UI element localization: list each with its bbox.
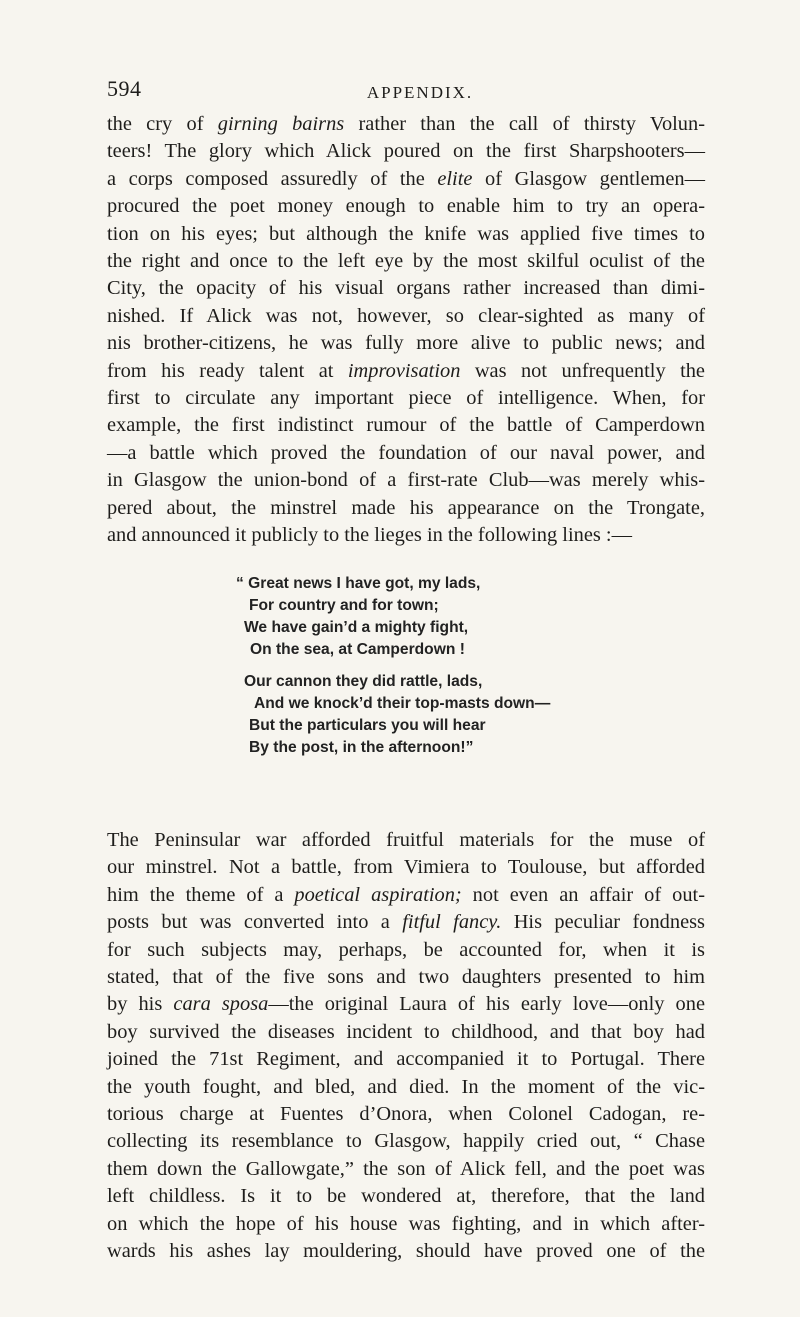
text-run: him the theme of a <box>107 883 295 906</box>
text-run: —a battle which proved the foundation of our naval power, and <box>107 441 705 464</box>
text-line <box>107 1074 705 1101</box>
text-run: not even an affair of out- <box>461 883 705 906</box>
text-run: on which the hope of his house was fighting, and in which after- <box>107 1212 705 1235</box>
poem-line: By the post, in the afternoon!” <box>249 739 474 756</box>
text-line <box>107 1019 705 1046</box>
running-head: APPENDIX. <box>366 83 474 102</box>
text-line <box>107 1128 705 1155</box>
text-line <box>107 937 705 964</box>
text-run: and announced it publicly to the lieges in the following lines :— <box>107 524 632 547</box>
text-line <box>107 138 705 165</box>
text-line <box>107 495 705 522</box>
poem-line: But the particulars you will hear <box>249 717 486 734</box>
text-line <box>107 909 705 936</box>
poem-line: “ Great news I have got, my lads, <box>236 575 481 592</box>
poem-line: And we knock’d their top-masts down— <box>254 695 551 712</box>
text-run: by his <box>107 993 174 1016</box>
text-run: them down the Gallowgate,” the son of Alick fell, and the poet was <box>107 1157 705 1180</box>
text-run: His peculiar fondness <box>501 911 705 934</box>
poem <box>0 573 800 769</box>
text-line <box>107 330 705 357</box>
text-run: stated, that of the five sons and two daughters presented to him <box>107 966 705 989</box>
text-line <box>107 221 705 248</box>
text-run: torious charge at Fuentes d’Onora, when Colonel Cadogan, re- <box>107 1103 705 1126</box>
text-line <box>107 991 705 1018</box>
paragraph-2 <box>107 827 705 1266</box>
text-run: the cry of <box>107 113 218 135</box>
text-run: teers! The glory which Alick poured on the first Sharpshooters— <box>107 140 705 163</box>
text-run: of Glasgow gentlemen— <box>472 167 705 190</box>
page-number: 594 <box>107 76 142 101</box>
text-line <box>107 1156 705 1183</box>
text-line <box>107 882 705 909</box>
italic-phrase: poetical aspiration; <box>294 883 462 906</box>
poem-stanza-1 <box>0 573 800 661</box>
text-line <box>107 275 705 302</box>
text-line <box>107 827 705 854</box>
text-line <box>107 1101 705 1128</box>
italic-phrase: fitful fancy. <box>402 911 502 934</box>
text-line <box>107 193 705 220</box>
text-line <box>107 412 705 439</box>
text-line <box>107 358 705 385</box>
text-run: joined the 71st Regiment, and accompanied it to Portugal. There <box>107 1048 705 1071</box>
text-line <box>107 522 705 549</box>
text-run: from his ready talent at <box>107 359 348 382</box>
text-run: boy survived the diseases incident to childhood, and that boy had <box>107 1020 705 1043</box>
poem-line: Our cannon they did rattle, lads, <box>244 673 483 690</box>
text-run: first to circulate any important piece of intelligence. When, for <box>107 387 705 410</box>
italic-phrase: cara sposa <box>173 993 269 1016</box>
text-run: pered about, the minstrel made his appearance on the Trongate, <box>107 496 705 519</box>
text-line <box>107 166 705 193</box>
text-run: the youth fought, and bled, and died. In the moment of the vic- <box>107 1075 705 1098</box>
text-run: nished. If Alick was not, however, so clear-sighted as many of <box>107 304 705 327</box>
text-line <box>107 1238 705 1265</box>
text-line <box>107 1211 705 1238</box>
text-line <box>107 111 705 138</box>
text-run: nis brother-citizens, he was fully more alive to public news; and <box>107 332 705 355</box>
text-run: wards his ashes lay mouldering, should have proved one of the <box>107 1240 705 1263</box>
italic-phrase: elite <box>437 167 473 190</box>
text-run: was not unfrequently the <box>460 359 705 382</box>
text-run: —the original Laura of his early love—only one <box>268 993 705 1016</box>
poem-line: We have gain’d a mighty fight, <box>244 619 469 636</box>
text-run: a corps composed assuredly of the <box>107 167 438 190</box>
text-line <box>107 248 705 275</box>
text-line <box>107 440 705 467</box>
text-run: collecting its resemblance to Glasgow, happily cried out, “ Chase <box>107 1130 705 1153</box>
poem-line: For country and for town; <box>249 597 439 614</box>
text-line <box>107 964 705 991</box>
text-run: rather than the call of thirsty Volun- <box>344 113 705 135</box>
text-run: in Glasgow the union-bond of a first-rate Club—was merely whis- <box>107 469 705 492</box>
text-run: our minstrel. Not a battle, from Vimiera to Toulouse, but afforded <box>107 856 705 879</box>
text-run: tion on his eyes; but although the knife was applied five times to <box>107 222 705 245</box>
text-run: the right and once to the left eye by the most skilful oculist of the <box>107 250 705 273</box>
text-line <box>107 854 705 881</box>
text-run: example, the first indistinct rumour of the battle of Camperdown <box>107 414 705 437</box>
poem-line: On the sea, at Camperdown ! <box>250 641 465 658</box>
text-run: City, the opacity of his visual organs rather increased than dimi- <box>107 277 705 300</box>
paragraph-1 <box>107 111 705 550</box>
italic-phrase: girning bairns <box>217 113 345 135</box>
text-run: for such subjects may, perhaps, be accounted for, when it is <box>107 938 705 961</box>
text-run: The Peninsular war afforded fruitful materials for the muse of <box>107 829 705 851</box>
italic-phrase: improvisation <box>347 359 461 382</box>
poem-stanza-2 <box>0 671 800 759</box>
text-line <box>107 467 705 494</box>
text-line <box>107 1183 705 1210</box>
text-run: posts but was converted into a <box>107 911 403 934</box>
text-run: procured the poet money enough to enable him to try an opera- <box>107 195 705 218</box>
text-run: left childless. Is it to be wondered at, therefore, that the land <box>107 1185 705 1208</box>
text-line <box>107 385 705 412</box>
text-line <box>107 303 705 330</box>
text-line <box>107 1046 705 1073</box>
